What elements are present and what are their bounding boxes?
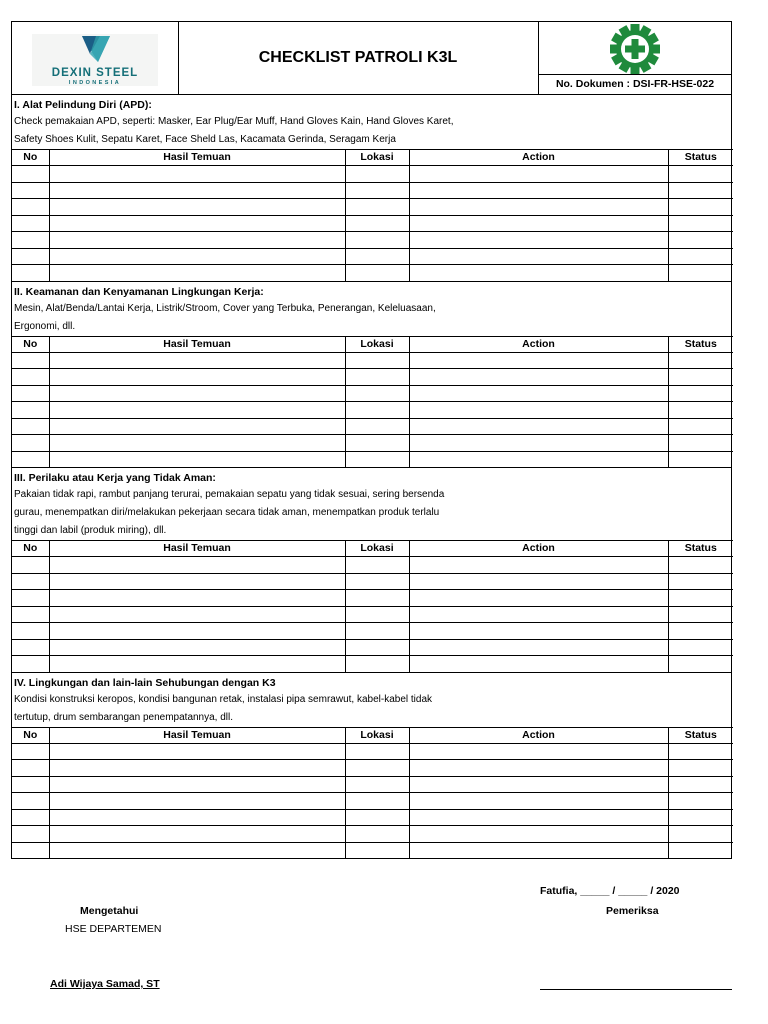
cell-lokasi[interactable] — [345, 418, 409, 435]
cell-action[interactable] — [409, 352, 668, 369]
table-row — [12, 352, 733, 369]
table-row — [12, 776, 733, 793]
date-line: Fatufia, _____ / _____ / 2020 — [540, 885, 680, 897]
cell-action[interactable] — [409, 573, 668, 590]
table-row — [12, 385, 733, 402]
signatory-name: Adi Wijaya Samad, ST — [50, 978, 160, 990]
column-header-hasil: Hasil Temuan — [49, 541, 345, 557]
cell-lokasi[interactable] — [345, 402, 409, 419]
cell-hasil[interactable] — [49, 590, 345, 607]
column-header-no: No — [12, 727, 49, 743]
cell-lokasi[interactable] — [345, 760, 409, 777]
cell-lokasi[interactable] — [345, 232, 409, 249]
findings-table — [12, 540, 733, 672]
table-row — [12, 199, 733, 216]
cell-hasil[interactable] — [49, 435, 345, 452]
cell-no[interactable] — [12, 743, 49, 760]
cell-hasil[interactable] — [49, 248, 345, 265]
cell-action[interactable] — [409, 793, 668, 810]
checklist-section — [11, 468, 732, 673]
cell-action[interactable] — [409, 656, 668, 672]
cell-no[interactable] — [12, 760, 49, 777]
cell-action[interactable] — [409, 743, 668, 760]
cell-no[interactable] — [12, 451, 49, 467]
cell-action[interactable] — [409, 557, 668, 574]
cell-action[interactable] — [409, 166, 668, 183]
table-row — [12, 573, 733, 590]
table-row — [12, 623, 733, 640]
cell-action[interactable] — [409, 623, 668, 640]
cell-lokasi[interactable] — [345, 590, 409, 607]
table-row — [12, 402, 733, 419]
table-row — [12, 166, 733, 183]
table-row — [12, 639, 733, 656]
cell-no[interactable] — [12, 639, 49, 656]
section-title: IV. Lingkungan dan lain-lain Sehubungan dengan K3 — [14, 676, 276, 689]
cell-no[interactable] — [12, 842, 49, 858]
table-row — [12, 215, 733, 232]
cell-hasil[interactable] — [49, 793, 345, 810]
cell-status[interactable] — [668, 451, 733, 467]
table-row — [12, 606, 733, 623]
cell-status[interactable] — [668, 656, 733, 672]
table-row — [12, 232, 733, 249]
company-logo-subtitle: INDONESIA — [68, 80, 122, 86]
cell-status[interactable] — [668, 215, 733, 232]
cell-no[interactable] — [12, 385, 49, 402]
company-logo — [32, 34, 158, 86]
cell-status[interactable] — [668, 265, 733, 281]
dexin-steel-logo-icon — [76, 34, 114, 64]
checklist-sheet — [11, 21, 732, 859]
table-header-row — [12, 727, 733, 743]
cell-action[interactable] — [409, 232, 668, 249]
cell-lokasi[interactable] — [345, 793, 409, 810]
k3-emblem-cell — [539, 22, 731, 76]
cell-hasil[interactable] — [49, 385, 345, 402]
section-description-line: tinggi dan labil (produk miring), dll. — [14, 525, 167, 536]
table-header-row — [12, 336, 733, 352]
column-header-lokasi: Lokasi — [345, 336, 409, 352]
cell-status[interactable] — [668, 809, 733, 826]
table-row — [12, 826, 733, 843]
cell-status[interactable] — [668, 352, 733, 369]
column-header-no: No — [12, 336, 49, 352]
cell-status[interactable] — [668, 826, 733, 843]
table-row — [12, 369, 733, 386]
cell-status[interactable] — [668, 248, 733, 265]
cell-status[interactable] — [668, 590, 733, 607]
inspector-label: Pemeriksa — [606, 905, 659, 917]
section-title: III. Perilaku atau Kerja yang Tidak Aman: — [14, 472, 216, 484]
cell-no[interactable] — [12, 265, 49, 281]
cell-no[interactable] — [12, 793, 49, 810]
cell-no[interactable] — [12, 248, 49, 265]
section-title: II. Keamanan dan Kenyamanan Lingkungan Kerja: — [14, 285, 264, 298]
table-header-row — [12, 541, 733, 557]
cell-lokasi[interactable] — [345, 826, 409, 843]
cell-status[interactable] — [668, 166, 733, 183]
cell-hasil[interactable] — [49, 418, 345, 435]
cell-no[interactable] — [12, 435, 49, 452]
column-header-action: Action — [409, 541, 668, 557]
table-row — [12, 182, 733, 199]
table-row — [12, 842, 733, 858]
cell-action[interactable] — [409, 199, 668, 216]
cell-action[interactable] — [409, 826, 668, 843]
cell-action[interactable] — [409, 248, 668, 265]
findings-table — [12, 727, 733, 859]
cell-status[interactable] — [668, 573, 733, 590]
cell-hasil[interactable] — [49, 232, 345, 249]
table-row — [12, 760, 733, 777]
cell-no[interactable] — [12, 418, 49, 435]
cell-hasil[interactable] — [49, 842, 345, 858]
cell-no[interactable] — [12, 590, 49, 607]
cell-lokasi[interactable] — [345, 573, 409, 590]
cell-status[interactable] — [668, 418, 733, 435]
cell-action[interactable] — [409, 451, 668, 467]
findings-table — [12, 149, 733, 281]
column-header-lokasi: Lokasi — [345, 150, 409, 166]
column-header-hasil: Hasil Temuan — [49, 150, 345, 166]
cell-no[interactable] — [12, 369, 49, 386]
cell-hasil[interactable] — [49, 809, 345, 826]
cell-no[interactable] — [12, 776, 49, 793]
cell-lokasi[interactable] — [345, 352, 409, 369]
column-header-action: Action — [409, 336, 668, 352]
document-header — [11, 21, 732, 95]
cell-no[interactable] — [12, 352, 49, 369]
cell-lokasi[interactable] — [345, 606, 409, 623]
cell-lokasi[interactable] — [345, 776, 409, 793]
cell-no[interactable] — [12, 606, 49, 623]
cell-action[interactable] — [409, 385, 668, 402]
cell-lokasi[interactable] — [345, 182, 409, 199]
cell-lokasi[interactable] — [345, 623, 409, 640]
cell-hasil[interactable] — [49, 352, 345, 369]
cell-status[interactable] — [668, 402, 733, 419]
findings-table — [12, 336, 733, 468]
column-header-lokasi: Lokasi — [345, 727, 409, 743]
cell-status[interactable] — [668, 182, 733, 199]
cell-hasil[interactable] — [49, 182, 345, 199]
cell-action[interactable] — [409, 265, 668, 281]
cell-no[interactable] — [12, 809, 49, 826]
cell-status[interactable] — [668, 385, 733, 402]
column-header-no: No — [12, 150, 49, 166]
table-row — [12, 435, 733, 452]
section-description-line: Ergonomi, dll. — [14, 320, 76, 332]
table-row — [12, 656, 733, 672]
document-number: No. Dokumen : DSI-FR-HSE-022 — [539, 74, 731, 94]
table-row — [12, 248, 733, 265]
cell-status[interactable] — [668, 369, 733, 386]
cell-action[interactable] — [409, 639, 668, 656]
cell-lokasi[interactable] — [345, 743, 409, 760]
hse-department-label: HSE DEPARTEMEN — [65, 923, 162, 935]
cell-action[interactable] — [409, 842, 668, 858]
cell-no[interactable] — [12, 182, 49, 199]
column-header-status: Status — [668, 150, 733, 166]
cell-no[interactable] — [12, 557, 49, 574]
cell-lokasi[interactable] — [345, 265, 409, 281]
cell-status[interactable] — [668, 743, 733, 760]
cell-lokasi[interactable] — [345, 215, 409, 232]
section-description-line: Pakaian tidak rapi, rambut panjang terurai, pemakaian sepatu yang tidak sesuai, sering bersenda — [14, 489, 445, 500]
cell-hasil[interactable] — [49, 826, 345, 843]
cell-status[interactable] — [668, 760, 733, 777]
cell-status[interactable] — [668, 842, 733, 858]
table-row — [12, 451, 733, 467]
column-header-status: Status — [668, 336, 733, 352]
inspector-signature-line[interactable] — [540, 989, 732, 990]
cell-lokasi[interactable] — [345, 842, 409, 858]
cell-hasil[interactable] — [49, 606, 345, 623]
cell-hasil[interactable] — [49, 369, 345, 386]
sections-container — [11, 95, 732, 859]
cell-hasil[interactable] — [49, 776, 345, 793]
column-header-no: No — [12, 541, 49, 557]
column-header-action: Action — [409, 727, 668, 743]
checklist-section — [11, 673, 732, 860]
column-header-status: Status — [668, 541, 733, 557]
table-row — [12, 590, 733, 607]
cell-no[interactable] — [12, 199, 49, 216]
cell-action[interactable] — [409, 760, 668, 777]
cell-status[interactable] — [668, 606, 733, 623]
company-logo-cell — [12, 22, 179, 94]
k3-safety-gear-icon — [609, 23, 661, 75]
table-row — [12, 557, 733, 574]
column-header-action: Action — [409, 150, 668, 166]
cell-status[interactable] — [668, 776, 733, 793]
cell-lokasi[interactable] — [345, 809, 409, 826]
cell-action[interactable] — [409, 402, 668, 419]
cell-action[interactable] — [409, 182, 668, 199]
column-header-status: Status — [668, 727, 733, 743]
cell-no[interactable] — [12, 232, 49, 249]
table-row — [12, 418, 733, 435]
cell-status[interactable] — [668, 232, 733, 249]
section-description-line: gurau, menempatkan diri/melakukan pekerjaan secara tidak aman, menempatkan produk terlalu — [14, 507, 440, 518]
acknowledged-label: Mengetahui — [80, 905, 139, 917]
cell-hasil[interactable] — [49, 265, 345, 281]
cell-status[interactable] — [668, 639, 733, 656]
cell-hasil[interactable] — [49, 451, 345, 467]
cell-action[interactable] — [409, 418, 668, 435]
cell-status[interactable] — [668, 623, 733, 640]
cell-status[interactable] — [668, 199, 733, 216]
cell-lokasi[interactable] — [345, 385, 409, 402]
cell-no[interactable] — [12, 623, 49, 640]
table-header-row — [12, 150, 733, 166]
cell-hasil[interactable] — [49, 760, 345, 777]
table-row — [12, 809, 733, 826]
table-row — [12, 793, 733, 810]
cell-hasil[interactable] — [49, 402, 345, 419]
cell-hasil[interactable] — [49, 215, 345, 232]
section-description-line: Mesin, Alat/Benda/Lantai Kerja, Listrik/Stroom, Cover yang Terbuka, Penerangan, Keleluasaan, — [14, 302, 436, 314]
cell-status[interactable] — [668, 557, 733, 574]
section-description-line: tertutup, drum sembarangan penempatannya, dll. — [14, 711, 234, 723]
cell-hasil[interactable] — [49, 557, 345, 574]
section-description-line: Kondisi konstruksi keropos, kondisi bangunan retak, instalasi pipa semrawut, kabel-kabel tidak — [14, 693, 433, 705]
cell-status[interactable] — [668, 793, 733, 810]
cell-lokasi[interactable] — [345, 656, 409, 672]
cell-lokasi[interactable] — [345, 248, 409, 265]
cell-hasil[interactable] — [49, 623, 345, 640]
cell-no[interactable] — [12, 573, 49, 590]
cell-no[interactable] — [12, 215, 49, 232]
cell-no[interactable] — [12, 402, 49, 419]
checklist-section — [11, 95, 732, 282]
document-title: CHECKLIST PATROLI K3L — [258, 49, 458, 66]
cell-no[interactable] — [12, 826, 49, 843]
cell-hasil[interactable] — [49, 199, 345, 216]
column-header-hasil: Hasil Temuan — [49, 336, 345, 352]
cell-hasil[interactable] — [49, 656, 345, 672]
cell-action[interactable] — [409, 776, 668, 793]
cell-hasil[interactable] — [49, 639, 345, 656]
cell-no[interactable] — [12, 656, 49, 672]
cell-no[interactable] — [12, 166, 49, 183]
section-description-line: Safety Shoes Kulit, Sepatu Karet, Face Sheld Las, Kacamata Gerinda, Seragam Kerja — [14, 134, 396, 145]
cell-action[interactable] — [409, 590, 668, 607]
column-header-lokasi: Lokasi — [345, 541, 409, 557]
cell-lokasi[interactable] — [345, 369, 409, 386]
checklist-section — [11, 282, 732, 469]
section-description-line: Check pemakaian APD, seperti: Masker, Ear Plug/Ear Muff, Hand Gloves Kain, Hand Gloves Karet, — [14, 116, 454, 127]
cell-lokasi[interactable] — [345, 639, 409, 656]
cell-lokasi[interactable] — [345, 451, 409, 467]
table-row — [12, 265, 733, 281]
cell-hasil[interactable] — [49, 743, 345, 760]
section-title: I. Alat Pelindung Diri (APD): — [14, 99, 152, 111]
cell-status[interactable] — [668, 435, 733, 452]
cell-action[interactable] — [409, 369, 668, 386]
cell-hasil[interactable] — [49, 166, 345, 183]
company-logo-name: DEXIN STEEL — [51, 67, 139, 79]
cell-lokasi[interactable] — [345, 435, 409, 452]
cell-lokasi[interactable] — [345, 557, 409, 574]
cell-action[interactable] — [409, 215, 668, 232]
column-header-hasil: Hasil Temuan — [49, 727, 345, 743]
table-row — [12, 743, 733, 760]
cell-action[interactable] — [409, 809, 668, 826]
cell-lokasi[interactable] — [345, 199, 409, 216]
cell-hasil[interactable] — [49, 573, 345, 590]
cell-action[interactable] — [409, 435, 668, 452]
cell-lokasi[interactable] — [345, 166, 409, 183]
cell-action[interactable] — [409, 606, 668, 623]
document-info-cell — [538, 22, 731, 94]
